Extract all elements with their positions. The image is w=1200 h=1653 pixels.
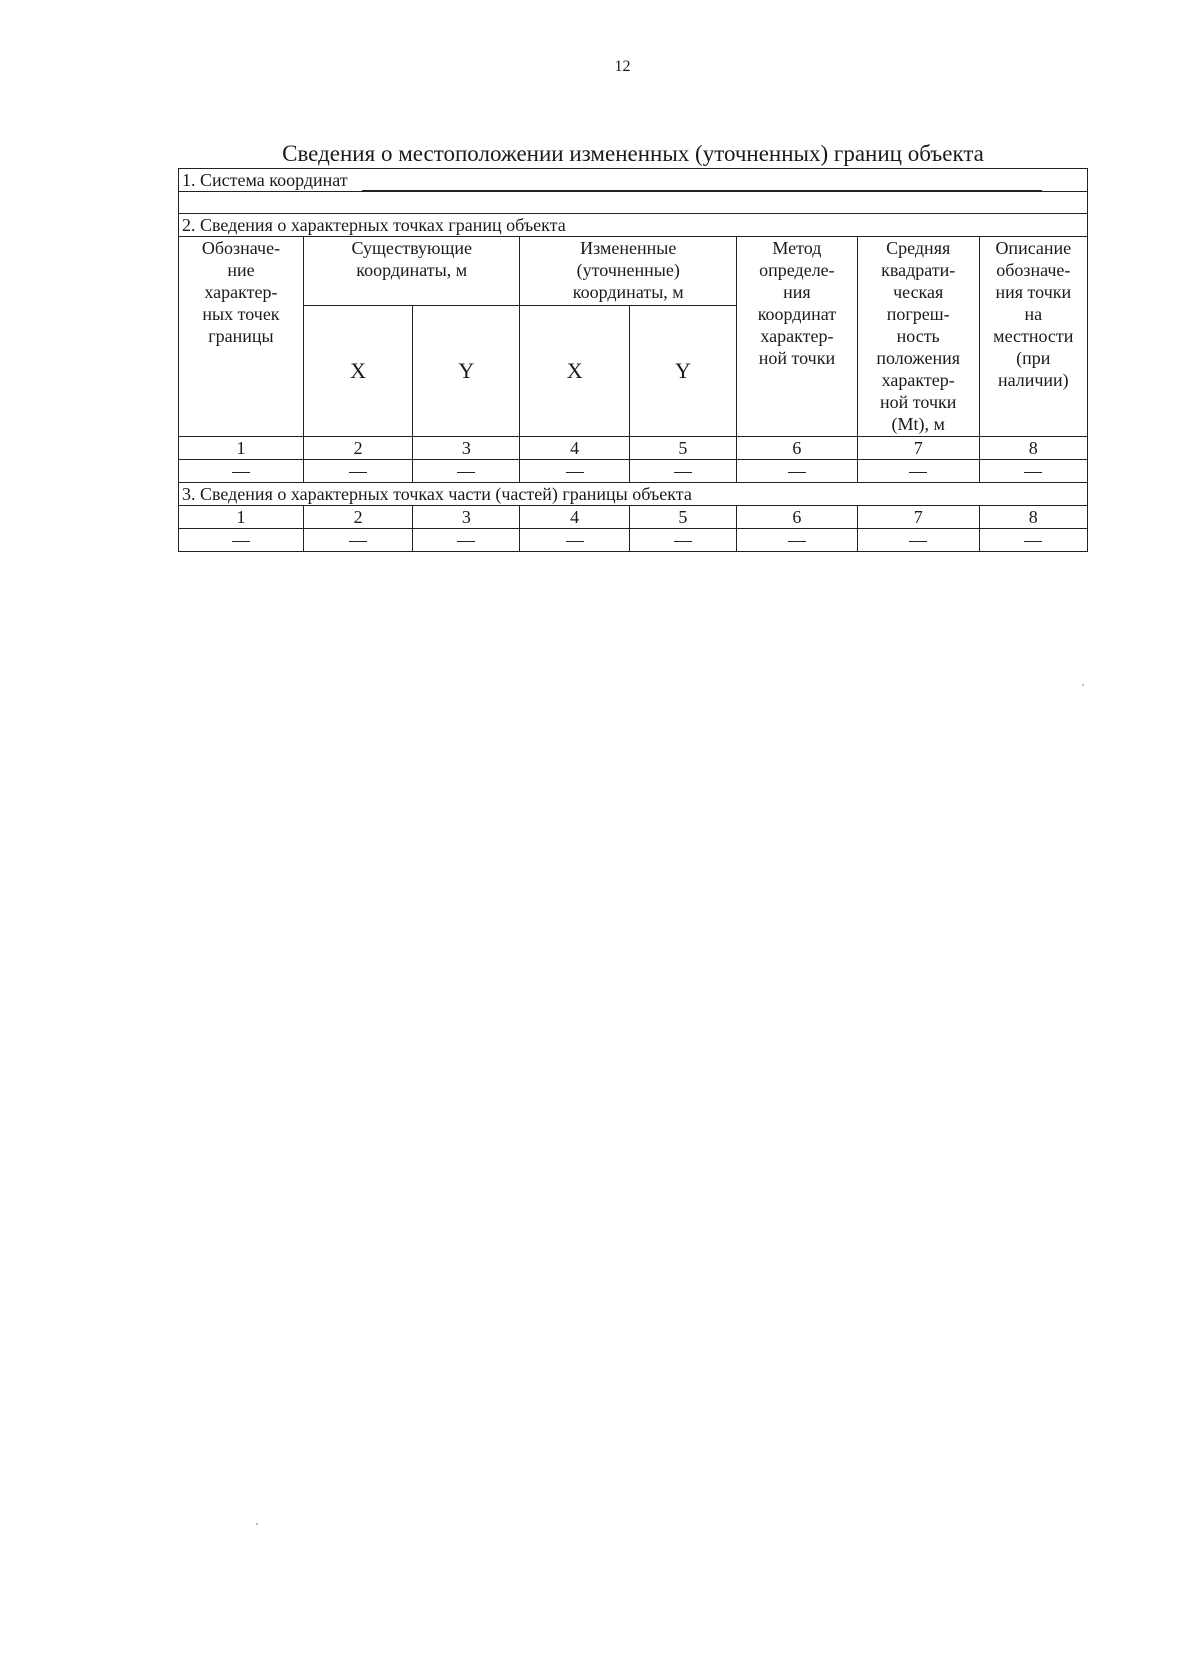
column-number: 1	[179, 437, 304, 460]
column-numbers-row	[179, 437, 1088, 460]
column-number: 1	[179, 506, 304, 529]
header-changed-coordinates: Измененные (уточненные) координаты, м	[520, 237, 737, 306]
column-number: 5	[629, 437, 736, 460]
column-number: 8	[979, 437, 1087, 460]
dash-mark	[349, 472, 367, 473]
empty-data-row	[179, 460, 1088, 483]
column-number: 8	[979, 506, 1087, 529]
column-number: 6	[737, 506, 858, 529]
header-point-designation: Обозначе- ние характер- ных точек границы	[179, 237, 304, 437]
section3-empty-data-row	[179, 529, 1088, 552]
dash-mark	[674, 472, 692, 473]
header-method: Метод определе- ния координат характер- ной точки	[737, 237, 858, 437]
section3-header-row	[179, 483, 1088, 506]
header-description: Описание обозначе- ния точки на местности (при наличии)	[979, 237, 1087, 437]
section3-label: 3. Сведения о характерных точках части (частей) границы объекта	[179, 483, 1088, 506]
header-existing-y: Y	[413, 306, 520, 437]
column-headers-row	[179, 237, 1088, 306]
dash-mark	[674, 541, 692, 542]
dash-mark	[788, 541, 806, 542]
dash-mark	[349, 541, 367, 542]
section2-label: 2. Сведения о характерных точках границ объекта	[179, 214, 1088, 237]
dash-mark	[566, 472, 584, 473]
header-existing-x: X	[303, 306, 412, 437]
dash-mark	[232, 541, 250, 542]
header-error: Средняя квадрати- ческая погреш- ность положения характер- ной точки (Mt), м	[857, 237, 979, 437]
header-changed-y: Y	[629, 306, 736, 437]
column-number: 5	[629, 506, 736, 529]
document-title: Сведения о местоположении измененных (уточненных) границ объекта	[282, 141, 984, 166]
column-number: 2	[303, 506, 412, 529]
dash-mark	[457, 541, 475, 542]
dash-mark	[788, 472, 806, 473]
column-number: 2	[303, 437, 412, 460]
coordinate-system-row	[179, 169, 1088, 192]
page-number: 12	[614, 58, 631, 75]
coordinate-system-field[interactable]	[362, 172, 1042, 191]
column-number: 3	[413, 506, 520, 529]
blank-row	[179, 192, 1088, 214]
section2-header-row	[179, 214, 1088, 237]
dash-mark	[909, 472, 927, 473]
boundary-points-table	[178, 168, 1088, 552]
dash-mark	[457, 472, 475, 473]
column-number: 4	[520, 437, 629, 460]
column-number: 6	[737, 437, 858, 460]
dash-mark	[1024, 472, 1042, 473]
column-number: 7	[857, 437, 979, 460]
section3-column-numbers-row	[179, 506, 1088, 529]
coordinate-system-label: 1. Система координат	[182, 170, 348, 190]
dash-mark	[232, 472, 250, 473]
dash-mark	[566, 541, 584, 542]
scan-speck	[256, 1523, 258, 1525]
column-number: 4	[520, 506, 629, 529]
header-changed-x: X	[520, 306, 629, 437]
dash-mark	[1024, 541, 1042, 542]
column-number: 3	[413, 437, 520, 460]
scan-speck	[1082, 684, 1084, 686]
column-number: 7	[857, 506, 979, 529]
dash-mark	[909, 541, 927, 542]
header-existing-coordinates: Существующие координаты, м	[303, 237, 520, 306]
